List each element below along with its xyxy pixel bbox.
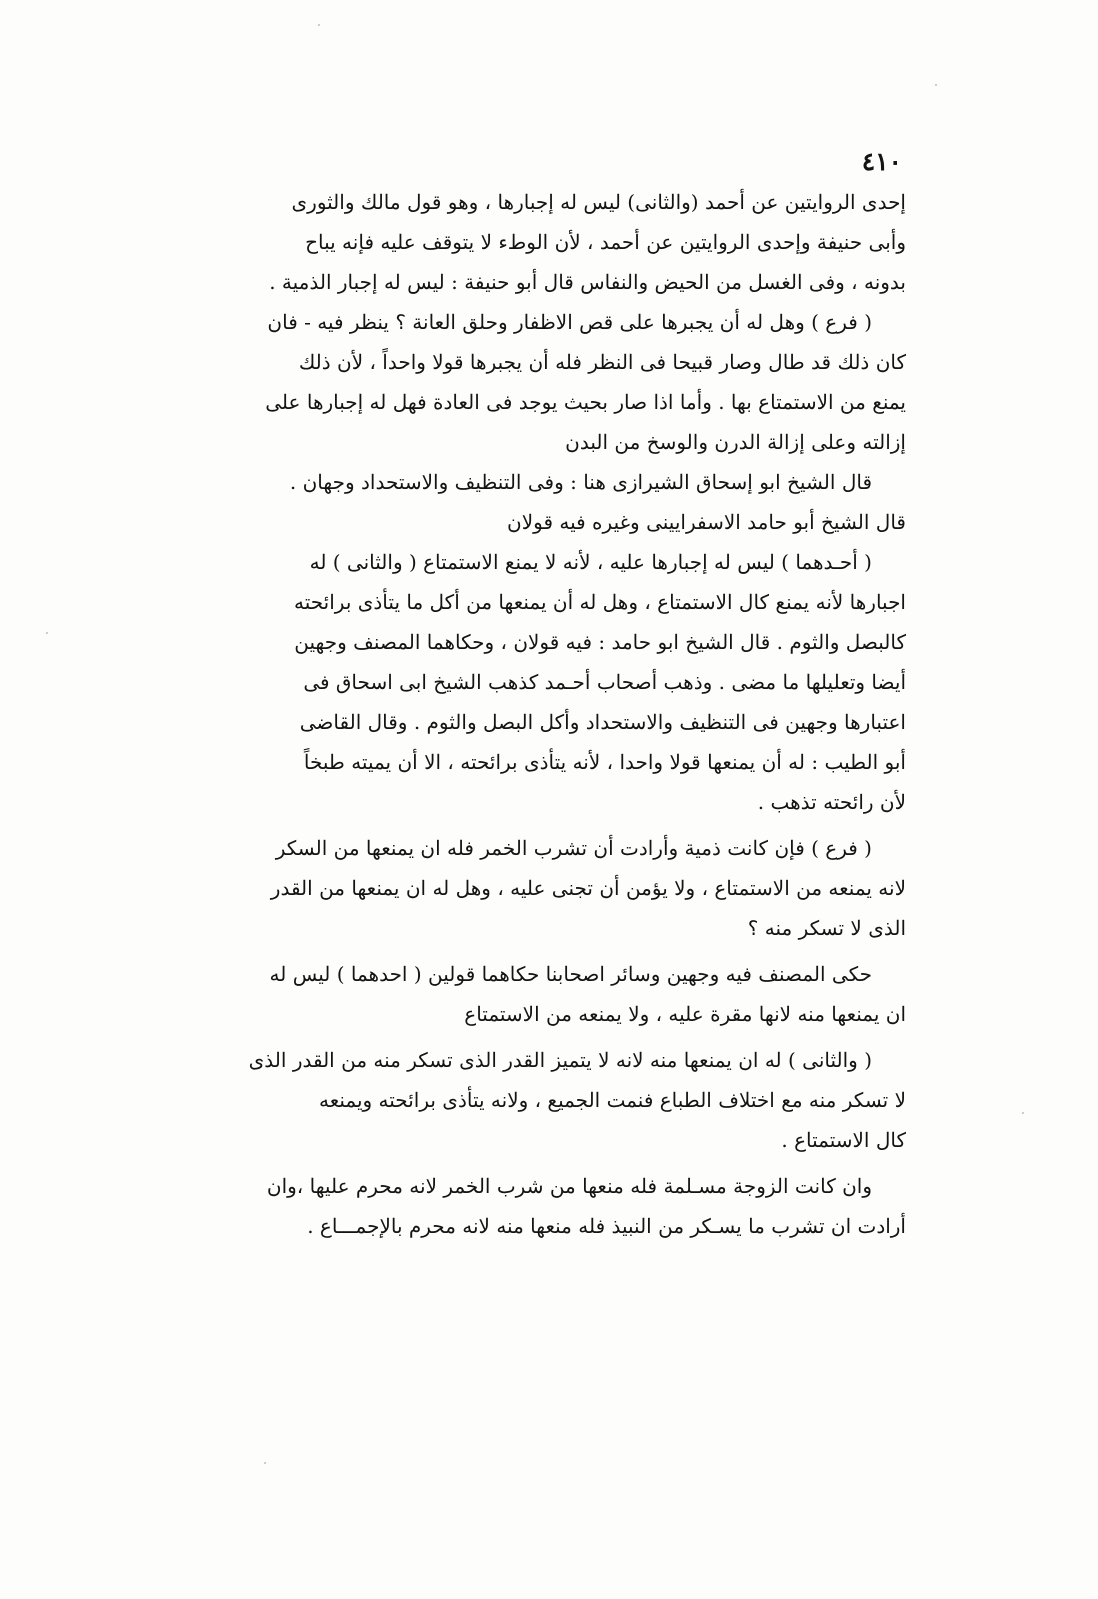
text-line: لانه يمنعه من الاستمتاع ، ولا يؤمن أن تجنى عليه ، وهل له ان يمنعها من القدر [270,876,906,900]
page-number: ٤١٠ [861,147,902,176]
text-line: اعتبارها وجهين فى التنظيف والاستحداد وأكل البصل والثوم . وقال القاضى [299,710,906,734]
scan-speck [46,632,48,634]
text-line: أبو الطيب : له أن يمنعها قولا واحدا ، لأنه يتأذى برائحته ، الا أن يميته طبخاً [303,750,906,774]
text-line: حكى المصنف فيه وجهين وسائر اصحابنا حكاهما قولين ( احدهما ) ليس له [269,962,872,986]
scan-speck [264,1462,266,1464]
page-body-text [190,182,906,1246]
text-line: ( فرع ) وهل له أن يجبرها على قص الاظفار وحلق العانة ؟ ينظر فيه - فان [267,310,872,334]
scan-speck [1022,1112,1024,1114]
text-line: ان يمنعها منه لانها مقرة عليه ، ولا يمنعه من الاستمتاع [464,1002,906,1026]
text-line: بدونه ، وفى الغسل من الحيض والنفاس قال أبو حنيفة : ليس له إجبار الذمية . [269,270,906,294]
text-line: قال الشيخ أبو حامد الاسفرايينى وغيره فيه قولان [507,510,906,534]
text-line: كال الاستمتاع . [781,1128,906,1152]
text-line: قال الشيخ ابو إسحاق الشيرازى هنا : وفى التنظيف والاستحداد وجهان . [289,470,872,494]
scan-speck [318,24,320,26]
text-line: ( فرع ) فإن كانت ذمية وأرادت أن تشرب الخمر فله ان يمنعها من السكر [275,836,872,860]
text-line: ( والثانى ) له ان يمنعها منه لانه لا يتميز القدر الذى تسكر منه من القدر الذى [248,1048,872,1072]
text-line: إحدى الروايتين عن أحمد (والثانى) ليس له إجبارها ، وهو قول مالك والثورى [291,190,906,214]
scan-speck [935,84,937,86]
text-line: إزالته وعلى إزالة الدرن والوسخ من البدن [565,430,906,454]
text-line: اجبارها لأنه يمنع كال الاستمتاع ، وهل له أن يمنعها من أكل ما يتأذى برائحته [294,590,906,614]
text-line: وأبى حنيفة وإحدى الروايتين عن أحمد ، لأن الوطء لا يتوقف عليه فإنه يباح [305,230,906,254]
text-line: لا تسكر منه مع اختلاف الطباع فنمت الجميع ، ولانه يتأذى برائحته ويمنعه [318,1088,906,1112]
text-line: الذى لا تسكر منه ؟ [747,916,906,940]
text-line: أيضا وتعليلها ما مضى . وذهب أصحاب أحـمد كذهب الشيخ ابى اسحاق فى [303,670,906,694]
text-line: ( أحـدهما ) ليس له إجبارها عليه ، لأنه لا يمنع الاستمتاع ( والثانى ) له [309,550,872,574]
text-line: يمنع من الاستمتاع بها . وأما اذا صار بحيث يوجد فى العادة فهل له إجبارها على [265,390,906,414]
text-line: أرادت ان تشرب ما يسـكر من النبيذ فله منعها منه لانه محرم بالإجمـــاع . [307,1214,906,1238]
text-line: كالبصل والثوم . قال الشيخ ابو حامد : فيه قولان ، وحكاهما المصنف وجهين [294,630,906,654]
text-line: وان كانت الزوجة مسـلمة فله منعها من شرب الخمر لانه محرم عليها ،وان [266,1174,872,1198]
text-line: لأن رائحته تذهب . [757,790,906,814]
text-line: كان ذلك قد طال وصار قبيحا فى النظر فله أن يجبرها قولا واحداً ، لأن ذلك [298,350,906,374]
